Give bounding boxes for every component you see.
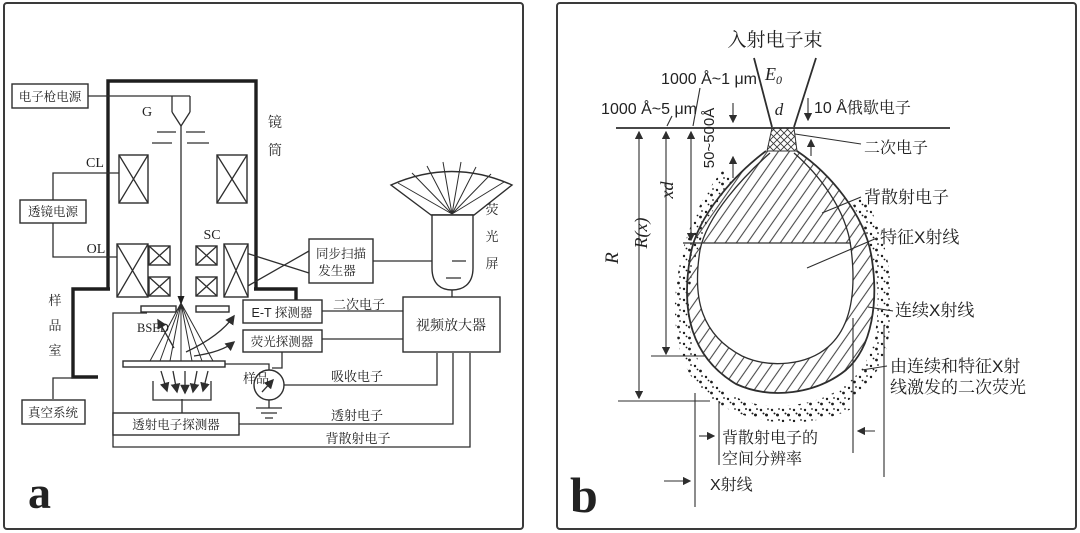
e0-subscript: 0: [776, 73, 782, 87]
fluor-detector-label: 荧光探测器: [250, 335, 314, 349]
range-1um-label: 1000 Å~1 μm: [661, 71, 757, 88]
panel-b-corner-label: b: [570, 467, 598, 523]
specimen-stage: [123, 361, 225, 367]
r-label: R: [602, 252, 623, 264]
panel-a: [4, 3, 523, 529]
sc-label: SC: [203, 228, 221, 243]
panel-a-corner-label: a: [28, 467, 51, 518]
vacuum-label: 真空系统: [27, 406, 79, 420]
se-neck-zone: [767, 128, 797, 151]
incident-beam-label: 入射电子束: [727, 30, 823, 51]
bsed-label: BSED: [137, 321, 169, 335]
column-label: 镜筒: [268, 114, 282, 158]
char-xray-label: 特征X射线: [880, 228, 960, 247]
signal-backscattered-label: 背散射电子: [325, 431, 391, 446]
resolution-label-1: 背散射电子的: [722, 430, 819, 447]
resolution-label-2: 空间分辨率: [722, 451, 803, 468]
range-5um-label: 1000 Å~5 μm: [601, 101, 697, 118]
signal-secondary-label: 二次电子: [332, 297, 386, 312]
cont-xray-label: 连续X射线: [895, 301, 975, 320]
depth-50-500-label: 50~500Å: [701, 107, 718, 169]
fluor-label-1: 由连续和特征X射: [890, 357, 1021, 376]
gun-label: G: [141, 105, 153, 120]
video-amp-label: 视频放大器: [416, 317, 486, 333]
sync-scan-label-2: 发生器: [318, 264, 356, 278]
crt-body: [432, 215, 473, 290]
xd-label: xd: [657, 181, 677, 199]
ol-label: OL: [86, 242, 106, 257]
screen-label: 荧光屏: [485, 202, 499, 271]
panel-b-border: [557, 3, 1076, 529]
sync-scan-label-1: 同步扫描: [315, 247, 367, 261]
tem-detector-label: 透射电子探测器: [132, 418, 220, 432]
lens-psu-label: 透镜电源: [27, 205, 79, 219]
fluor-label-2: 线激发的二次荧光: [890, 378, 1026, 397]
panel-b: [557, 3, 1076, 529]
sample-label: 样品: [243, 371, 270, 386]
cl-label: CL: [86, 156, 104, 171]
signal-absorbed-label: 吸收电子: [330, 369, 384, 384]
secondary-label: 二次电子: [864, 140, 929, 157]
backscattered-label: 背散射电子: [864, 188, 949, 207]
signal-transmitted-label: 透射电子: [330, 408, 384, 423]
xray-label: X射线: [710, 477, 753, 494]
chamber-label: 样品室: [48, 293, 62, 358]
d-label: d: [774, 100, 784, 119]
auger-label: 10 Å俄歇电子: [814, 100, 911, 117]
et-detector-label: E-T 探测器: [251, 306, 313, 320]
e0-symbol: E: [765, 64, 776, 84]
gun-psu-label: 电子枪电源: [18, 90, 82, 104]
rx-label: R(x): [631, 217, 651, 249]
